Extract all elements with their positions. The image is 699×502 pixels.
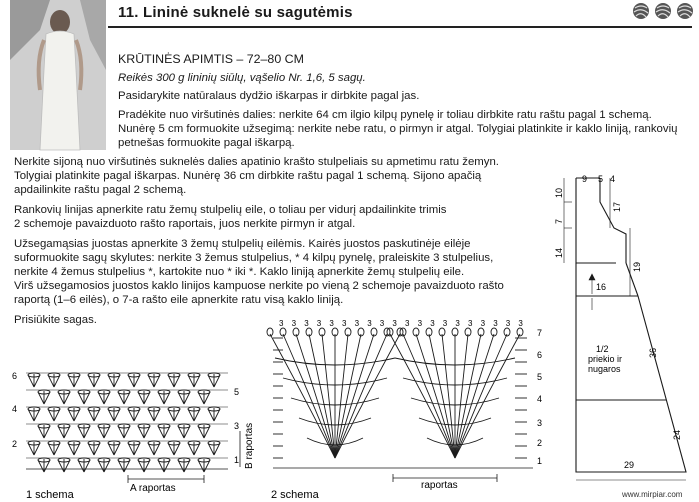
item-title: Lininė suknelė su sagutėmis (143, 4, 353, 21)
paragraph-line: suformuokite sagų skylutes: nerkite 3 žemus stulpelius, * 4 kilpų pynelę, praleiskite 3 stulpelius, (14, 252, 494, 264)
pattern-instruction: Pasidarykite natūralaus dydžio iškarpas ir dirbkite pagal jas. (118, 90, 420, 102)
crochet-symbol: 3 (455, 319, 460, 328)
crochet-symbol (158, 459, 170, 472)
dress-photo-illustration (10, 0, 106, 150)
chest-size: KRŪTINĖS APIMTIS – 72–80 CM (118, 52, 304, 66)
crochet-symbol (78, 391, 90, 404)
crochet-symbol: 3 (493, 319, 498, 328)
dimension-label: 10 (554, 187, 564, 198)
crochet-symbol: 3 (518, 319, 523, 328)
crochet-symbol (28, 408, 40, 421)
schema-2-label: 2 schema (271, 489, 319, 501)
crochet-symbol (78, 459, 90, 472)
dimension-label: 36 (648, 347, 658, 358)
crochet-symbol (208, 374, 220, 387)
crochet-symbol (58, 459, 70, 472)
paragraph-line: petnešas formuokite pagal iškarpą. (118, 137, 295, 149)
crochet-symbol (98, 391, 110, 404)
row-number-label: 7 (537, 328, 543, 338)
row-number-label: 5 (537, 372, 543, 382)
dimension-label: 4 (610, 174, 616, 184)
crochet-symbol (108, 374, 120, 387)
row-number-label: 2 (537, 438, 543, 448)
crochet-symbol (108, 442, 120, 455)
crochet-symbol (68, 442, 80, 455)
crochet-symbol (168, 374, 180, 387)
crochet-symbol (58, 425, 70, 438)
schema-2-chart (265, 318, 555, 500)
crochet-symbol: 3 (480, 319, 486, 328)
paragraph-line: apdailinkite raštu pagal 2 schemą. (14, 184, 187, 196)
b-repeat-label: B raportas (244, 422, 255, 469)
crochet-symbol (322, 334, 335, 458)
row-number-label: 1 (234, 455, 240, 465)
crochet-symbol (148, 442, 160, 455)
item-number: 11. (118, 4, 139, 21)
crochet-symbol (98, 459, 110, 472)
crochet-symbol (148, 374, 160, 387)
crochet-symbol (38, 391, 50, 404)
crochet-symbol (48, 408, 60, 421)
paragraph-line: Tolygiai platinkite pagal iškarpas. Nunėrę 36 cm dirbkite raštu pagal 1 schemą. Sijono apačią (14, 170, 482, 182)
paragraph-line: Pradėkite nuo viršutinės dalies: nerkite 64 cm ilgio kilpų pynelę ir toliau dirbkite ratu raštu pagal 1 schemą. (118, 109, 652, 121)
crochet-symbol (198, 391, 210, 404)
crochet-symbol: 3 (291, 319, 297, 328)
crochet-symbol (335, 334, 374, 458)
yarn-ball-icon (676, 2, 694, 20)
crochet-symbol (296, 334, 335, 458)
row-number-label: 6 (12, 371, 18, 381)
crochet-symbol: 3 (430, 319, 435, 328)
crochet-symbol (178, 425, 190, 438)
paragraph-line: Virš užsegamosios juostos kaklo linijos kampuose nerkite po vieną 2 schemoje pavaizduoto rašto (14, 280, 504, 292)
crochet-symbol (88, 442, 100, 455)
crochet-symbol (335, 334, 361, 458)
watermark: www.mirpiar.com (622, 490, 683, 499)
dimension-label: 7 (554, 218, 564, 224)
dimension-label: 9 (582, 174, 588, 184)
dimension-label: 17 (612, 201, 622, 212)
crochet-symbol (178, 391, 190, 404)
crochet-symbol (128, 442, 140, 455)
crochet-symbol (158, 391, 170, 404)
crochet-symbol (138, 459, 150, 472)
materials: Reikės 300 g lininių siūlų, vąšelio Nr. 1,6, 5 sagų. (118, 72, 366, 84)
row-number-label: 3 (537, 418, 543, 428)
dimension-label: 19 (632, 261, 642, 272)
repeat-label: raportas (421, 480, 458, 491)
crochet-symbol (38, 425, 50, 438)
dimension-label: 24 (672, 429, 682, 440)
crochet-symbol (455, 334, 468, 458)
skirt-label: priekio ir (588, 354, 623, 364)
pattern-piece-diagram (556, 168, 696, 490)
crochet-symbol (148, 408, 160, 421)
row-number-label: 1 (537, 456, 543, 466)
row-number-label: 2 (12, 439, 18, 449)
crochet-symbol (188, 408, 200, 421)
crochet-symbol (88, 408, 100, 421)
crochet-symbol (68, 374, 80, 387)
crochet-symbol (98, 425, 110, 438)
crochet-symbol: 3 (367, 319, 372, 328)
crochet-symbol (309, 334, 335, 458)
crochet-symbol (118, 391, 130, 404)
paragraph-line: Rankovių linijas apnerkite ratu žemų stulpelių eile, o toliau per vidurį apdailinkite trimis (14, 204, 447, 216)
crochet-symbol: 3 (329, 319, 334, 328)
crochet-symbol: 3 (405, 319, 410, 328)
crochet-symbol (208, 408, 220, 421)
crochet-symbol (128, 408, 140, 421)
row-number-label: 4 (537, 394, 543, 404)
crochet-symbol (28, 442, 40, 455)
skirt-label: nugaros (588, 364, 621, 374)
paragraph-line: raportą (1–6 eilės), o 7-a rašto eile apnerkite ratu visą kaklo liniją. (14, 294, 344, 306)
crochet-symbol (188, 442, 200, 455)
crochet-symbol (78, 425, 90, 438)
crochet-symbol (168, 408, 180, 421)
paragraph-line: nerkite 4 žemus stulpelius *, kartokite nuo * iki *. Kaklo liniją apnerkite žemų stulpelių eile. (14, 266, 465, 278)
model-photo (10, 0, 106, 150)
schema-1-label: 1 schema (26, 489, 74, 501)
crochet-symbol (118, 425, 130, 438)
crochet-symbol: 3 (316, 319, 322, 328)
crochet-symbol: 3 (442, 319, 448, 328)
crochet-symbol: 3 (505, 319, 511, 328)
crochet-symbol: 3 (354, 319, 360, 328)
paragraph-line: Nunėrę 5 cm formuokite užsegimą: nerkite nebe ratu, o pirmyn ir atgal. Tolygiai platinkite ir kaklo liniją, rankovių (118, 123, 678, 135)
crochet-symbol (178, 459, 190, 472)
schema-1-chart (8, 355, 258, 500)
page-title (118, 4, 353, 21)
crochet-symbol (442, 334, 455, 458)
crochet-symbol (48, 374, 60, 387)
crochet-symbol (138, 425, 150, 438)
crochet-symbol (118, 459, 130, 472)
crochet-symbol (158, 425, 170, 438)
crochet-symbol (416, 334, 455, 458)
dimension-label: 14 (554, 247, 564, 258)
yarn-ball-icon (632, 2, 650, 20)
crochet-symbol: 3 (468, 319, 473, 328)
dimension-label: 5 (598, 174, 604, 184)
a-repeat-label: A raportas (130, 483, 176, 494)
row-number-label: 6 (537, 350, 543, 360)
crochet-symbol (58, 391, 70, 404)
crochet-symbol: 3 (417, 319, 423, 328)
row-number-label: 3 (234, 421, 240, 431)
crochet-symbol (455, 334, 494, 458)
yarn-ball-icon (654, 2, 672, 20)
crochet-symbol (88, 374, 100, 387)
crochet-symbol (108, 408, 120, 421)
crochet-symbol (188, 374, 200, 387)
row-number-label: 5 (234, 387, 240, 397)
paragraph-line: Užsegamąsias juostas apnerkite 3 žemų stulpelių eilėmis. Kairės juostos paskutinėje eilėje (14, 238, 471, 250)
paragraph-line: 2 schemoje pavaizduoto rašto raportais, juos nerkite pirmyn ir atgal. (14, 218, 356, 230)
crochet-symbol (38, 459, 50, 472)
row-number-label: 4 (12, 404, 18, 414)
paragraph-line: Nerkite sijoną nuo viršutinės suknelės dalies apatinio krašto stulpeliais su apmetimu ratu žemyn. (14, 156, 499, 168)
crochet-symbol (208, 442, 220, 455)
crochet-symbol: 3 (392, 319, 397, 328)
crochet-symbol (68, 408, 80, 421)
crochet-symbol (48, 442, 60, 455)
crochet-symbol (28, 374, 40, 387)
crochet-symbol (168, 442, 180, 455)
crochet-symbol (455, 334, 481, 458)
dimension-label: 29 (624, 460, 635, 470)
crochet-symbol (198, 459, 210, 472)
crochet-symbol (335, 334, 348, 458)
crochet-symbol (128, 374, 140, 387)
crochet-symbol: 3 (279, 319, 284, 328)
crochet-symbol: 3 (304, 319, 309, 328)
crochet-symbol (138, 391, 150, 404)
crochet-symbol: 3 (379, 319, 385, 328)
crochet-symbol (429, 334, 455, 458)
skirt-label: 1/2 (596, 344, 609, 354)
crochet-symbol: 3 (342, 319, 347, 328)
paragraph-line: Prisiūkite sagas. (14, 314, 97, 326)
waist-label: 16 (596, 282, 607, 292)
crochet-symbol (198, 425, 210, 438)
